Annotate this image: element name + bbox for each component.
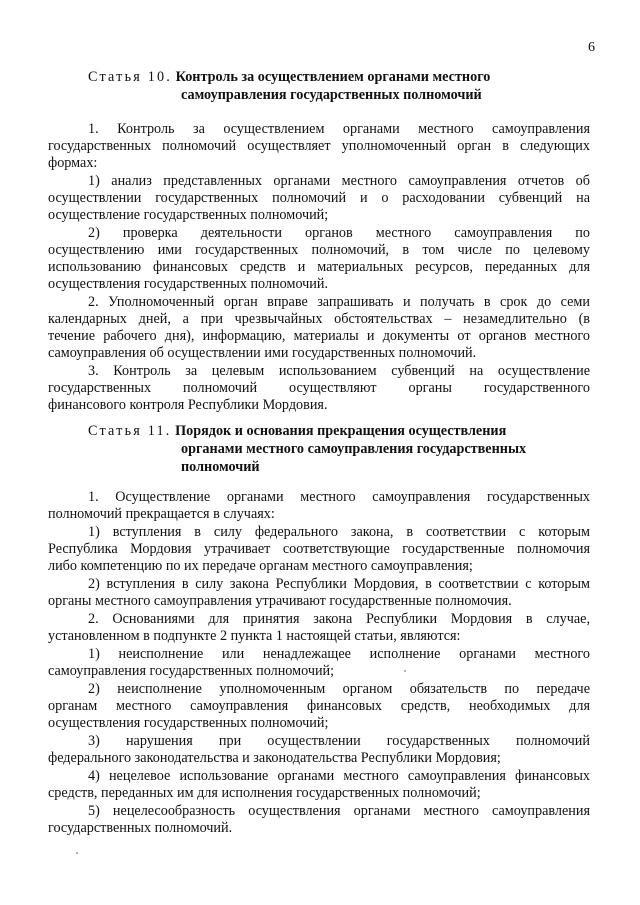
article-11-heading xyxy=(88,423,506,440)
article-10-line: 2) проверка деятельности органов местного самоуправления по xyxy=(88,225,590,241)
article-10-line: государственных полномочий осуществляет уполномоченный орган в следующих xyxy=(48,138,590,154)
article-11-line: Республика Мордовия утрачивает соответствующие государственные полномочия xyxy=(48,541,590,557)
article-11-line: полномочий прекращается в случаях: xyxy=(48,506,275,522)
article-10-line: 1) анализ представленных органами местного самоуправления отчетов об xyxy=(88,173,590,189)
article-11-line: 1. Осуществление органами местного самоуправления государственных xyxy=(88,489,590,505)
article-10-line: самоуправления об осуществлении ими государственных полномочий. xyxy=(48,345,477,361)
article-10-line: осуществлению ими государственных полномочий, в том числе по целевому xyxy=(48,242,590,258)
article-10-line: осуществление государственных полномочий; xyxy=(48,207,329,223)
article-10-line: течение рабочего дня), информацию, материалы и документы от органов местного xyxy=(48,328,590,344)
article-11-title-line3: полномочий xyxy=(181,459,260,475)
article-11-title-line1: Порядок и основания прекращения осуществления xyxy=(175,423,507,439)
article-10-title-line2: самоуправления государственных полномочий xyxy=(181,87,482,103)
article-10-line: 2. Уполномоченный орган вправе запрашивать и получать в срок до семи xyxy=(88,294,590,310)
article-10-line: финансового контроля Республики Мордовия. xyxy=(48,397,328,413)
article-11-line: средств, переданных им для исполнения государственных полномочий; xyxy=(48,785,481,801)
article-10-heading-cont xyxy=(181,87,482,104)
article-11-title-line2: органами местного самоуправления государственных xyxy=(181,441,527,457)
article-10-line: 3. Контроль за целевым использованием субвенций на осуществление xyxy=(88,363,590,379)
article-11-line: самоуправления государственных полномочий; xyxy=(48,663,335,679)
article-11-line: 4) нецелевое использование органами местного самоуправления финансовых xyxy=(88,768,590,784)
article-10-label: Статья 10. xyxy=(88,69,173,85)
article-10-title-line1: Контроль за осуществлением органами местного xyxy=(175,69,491,85)
article-10-line: осуществления государственных полномочий. xyxy=(48,276,329,292)
article-11-line: государственных полномочий. xyxy=(48,820,233,836)
article-11-line: установленном в подпункте 2 пункта 1 настоящей статьи, являются: xyxy=(48,628,461,644)
article-10-heading xyxy=(88,69,490,86)
article-10-line: календарных дней, а при чрезвычайных обстоятельствах – незамедлительно (в xyxy=(48,311,590,327)
article-11-line: органам местного самоуправления финансовых средств, необходимых для xyxy=(48,698,590,714)
scan-speck xyxy=(404,670,406,672)
article-10-line: 1. Контроль за осуществлением органами местного самоуправления xyxy=(88,121,590,137)
article-10-line: государственных полномочий осуществляют органы государственного xyxy=(48,380,590,396)
article-11-line: федерального законодательства и законодательства Республики Мордовия; xyxy=(48,750,501,766)
article-11-heading-cont3 xyxy=(181,459,260,476)
article-11-line: либо компетенцию по их передаче органам местного самоуправления; xyxy=(48,558,473,574)
article-11-line: 2. Основаниями для принятия закона Республики Мордовия в случае, xyxy=(88,611,590,627)
article-11-label: Статья 11. xyxy=(88,423,172,439)
article-11-line: осуществления государственных полномочий; xyxy=(48,715,329,731)
article-10-line: формах: xyxy=(48,155,98,171)
article-11-line: 1) вступления в силу федерального закона, в соответствии с которым xyxy=(88,524,590,540)
article-10-line: использованию финансовых средств и материальных ресурсов, переданных для xyxy=(48,259,590,275)
article-11-heading-cont2 xyxy=(181,441,526,458)
article-11-line: 2) вступления в силу закона Республики Мордовия, в соответствии с которым xyxy=(88,576,590,592)
article-11-line: 2) неисполнение уполномоченным органом обязательств по передаче xyxy=(88,681,590,697)
scan-speck xyxy=(76,852,78,854)
page-number: 6 xyxy=(588,40,595,55)
article-11-line: органы местного самоуправления утрачивают государственные полномочия. xyxy=(48,593,512,609)
article-10-line: осуществлении государственных полномочий и о расходовании субвенций на xyxy=(48,190,590,206)
article-11-line: 1) неисполнение или ненадлежащее исполнение органами местного xyxy=(88,646,590,662)
article-11-line: 5) нецелесообразность осуществления органами местного самоуправления xyxy=(88,803,590,819)
article-11-line: 3) нарушения при осуществлении государственных полномочий xyxy=(88,733,590,749)
